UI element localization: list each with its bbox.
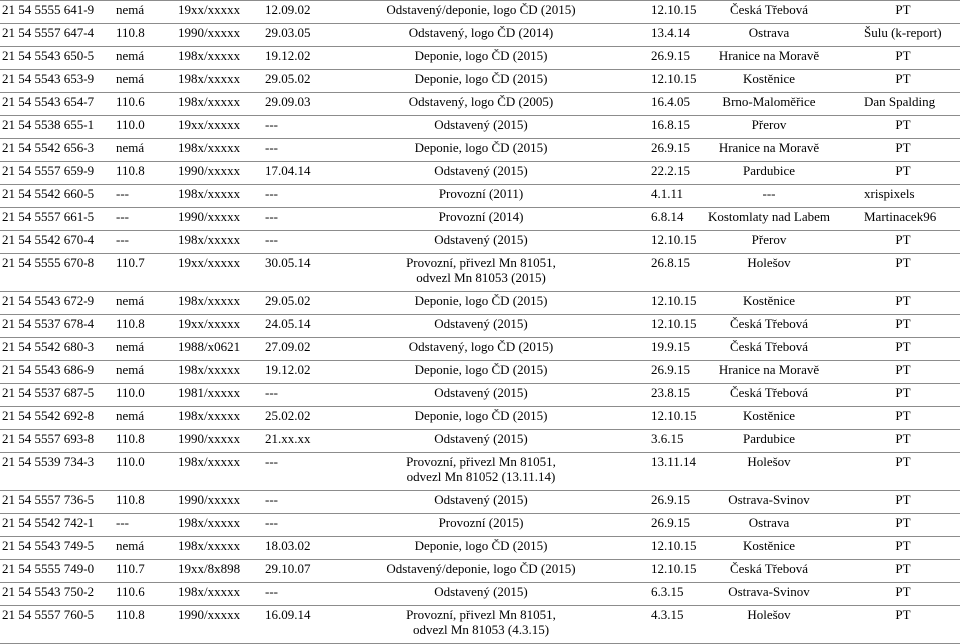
- photo-date: 6.8.14: [651, 209, 684, 224]
- location: Česká Třebová: [729, 316, 809, 331]
- status-line2: odvezl Mn 81053 (2015): [416, 270, 546, 285]
- photo-date: 12.10.15: [651, 561, 697, 576]
- status: Odstavený, logo ČD (2014): [408, 25, 554, 40]
- photo-date: 12.10.15: [651, 2, 697, 17]
- axle-code: ---: [116, 515, 129, 530]
- row-divider: [0, 253, 960, 254]
- axle-code: 110.8: [116, 163, 145, 178]
- table-row: [0, 186, 960, 207]
- wagon-number: 21 54 5538 655-1: [2, 117, 95, 132]
- revision-date: ---: [265, 454, 278, 469]
- axle-code: ---: [116, 186, 129, 201]
- status: Deponie, logo ČD (2015): [414, 362, 548, 377]
- photo-date: 12.10.15: [651, 408, 697, 423]
- status: Provozní, přivezl Mn 81051,: [406, 255, 556, 270]
- build-code: 1981/xxxxx: [178, 385, 241, 400]
- status: Provozní (2014): [438, 209, 524, 224]
- row-divider: [0, 314, 960, 315]
- axle-code: nemá: [116, 293, 145, 308]
- row-divider: [0, 161, 960, 162]
- revision-date: 19.12.02: [265, 48, 311, 63]
- build-code: 198x/xxxxx: [178, 515, 241, 530]
- wagon-number: 21 54 5543 654-7: [2, 94, 95, 109]
- table-row: [0, 561, 960, 582]
- location: Pardubice: [743, 163, 795, 178]
- revision-date: 27.09.02: [265, 339, 311, 354]
- revision-date: 19.12.02: [265, 362, 311, 377]
- table-row: [0, 515, 960, 536]
- wagon-number: 21 54 5542 742-1: [2, 515, 95, 530]
- status: Odstavený (2015): [434, 117, 528, 132]
- status: Odstavený (2015): [434, 232, 528, 247]
- location: Hranice na Moravě: [718, 140, 820, 155]
- table-row: [0, 362, 960, 383]
- status: Odstavený, logo ČD (2015): [408, 339, 554, 354]
- wagon-number: 21 54 5543 672-9: [2, 293, 95, 308]
- revision-date: 29.05.02: [265, 71, 311, 86]
- build-code: 1990/xxxxx: [178, 163, 241, 178]
- author: PT: [895, 431, 911, 446]
- location: Brno-Maloměřice: [722, 94, 816, 109]
- author: PT: [895, 71, 911, 86]
- photo-date: 26.9.15: [651, 362, 690, 377]
- author: PT: [895, 515, 911, 530]
- build-code: 1990/xxxxx: [178, 431, 241, 446]
- table-row: [0, 255, 960, 291]
- photo-date: 26.8.15: [651, 255, 690, 270]
- photo-date: 12.10.15: [651, 316, 697, 331]
- build-code: 1990/xxxxx: [178, 209, 241, 224]
- photo-date: 12.10.15: [651, 293, 697, 308]
- revision-date: ---: [265, 117, 278, 132]
- table-row: [0, 71, 960, 92]
- status: Provozní, přivezl Mn 81051,: [406, 607, 556, 622]
- revision-date: ---: [265, 209, 278, 224]
- axle-code: ---: [116, 209, 129, 224]
- table-row: [0, 48, 960, 69]
- row-divider: [0, 207, 960, 208]
- revision-date: 30.05.14: [265, 255, 311, 270]
- author: PT: [895, 561, 911, 576]
- revision-date: 29.03.05: [265, 25, 311, 40]
- row-divider: [0, 337, 960, 338]
- axle-code: 110.7: [116, 255, 145, 270]
- row-divider: [0, 230, 960, 231]
- author: PT: [895, 492, 911, 507]
- row-divider: [0, 69, 960, 70]
- photo-date: 12.10.15: [651, 538, 697, 553]
- build-code: 19xx/xxxxx: [178, 117, 241, 132]
- wagon-number: 21 54 5555 670-8: [2, 255, 95, 270]
- revision-date: ---: [265, 584, 278, 599]
- axle-code: nemá: [116, 2, 145, 17]
- location: Česká Třebová: [729, 339, 809, 354]
- wagon-number: 21 54 5539 734-3: [2, 454, 95, 469]
- author: PT: [895, 339, 911, 354]
- revision-date: 21.xx.xx: [265, 431, 311, 446]
- author: Šulu (k-report): [864, 25, 942, 40]
- table-row: [0, 232, 960, 253]
- build-code: 1990/xxxxx: [178, 492, 241, 507]
- revision-date: 17.04.14: [265, 163, 311, 178]
- status: Provozní (2015): [438, 515, 524, 530]
- location: Kostěnice: [743, 293, 795, 308]
- location: Česká Třebová: [729, 561, 809, 576]
- revision-date: ---: [265, 385, 278, 400]
- author: PT: [895, 255, 911, 270]
- table-row: [0, 293, 960, 314]
- axle-code: nemá: [116, 362, 145, 377]
- table-row: [0, 2, 960, 23]
- table-row: [0, 339, 960, 360]
- table-row: [0, 607, 960, 643]
- location: Česká Třebová: [729, 2, 809, 17]
- status: Odstavený, logo ČD (2005): [408, 94, 554, 109]
- status: Deponie, logo ČD (2015): [414, 293, 548, 308]
- status: Provozní (2011): [438, 186, 524, 201]
- location: ---: [762, 186, 776, 201]
- axle-code: 110.8: [116, 431, 145, 446]
- row-divider: [0, 559, 960, 560]
- wagon-number: 21 54 5543 750-2: [2, 584, 95, 599]
- location: Holešov: [747, 255, 791, 270]
- status: Deponie, logo ČD (2015): [414, 71, 548, 86]
- build-code: 1990/xxxxx: [178, 25, 241, 40]
- row-divider: [0, 184, 960, 185]
- axle-code: 110.0: [116, 385, 145, 400]
- build-code: 198x/xxxxx: [178, 140, 241, 155]
- axle-code: nemá: [116, 408, 145, 423]
- axle-code: 110.7: [116, 561, 145, 576]
- location: Ostrava-Svinov: [728, 584, 810, 599]
- status: Odstavený (2015): [434, 163, 528, 178]
- revision-date: 25.02.02: [265, 408, 311, 423]
- row-divider: [0, 605, 960, 606]
- row-divider: [0, 582, 960, 583]
- author: PT: [895, 163, 911, 178]
- revision-date: ---: [265, 186, 278, 201]
- build-code: 198x/xxxxx: [178, 94, 241, 109]
- location: Česká Třebová: [729, 385, 809, 400]
- build-code: 198x/xxxxx: [178, 186, 241, 201]
- status: Odstavený (2015): [434, 431, 528, 446]
- location: Přerov: [751, 117, 787, 132]
- row-divider: [0, 490, 960, 491]
- wagon-number: 21 54 5542 692-8: [2, 408, 95, 423]
- row-divider: [0, 46, 960, 47]
- status-line2: odvezl Mn 81052 (13.11.14): [406, 469, 556, 484]
- build-code: 198x/xxxxx: [178, 71, 241, 86]
- table-row: [0, 492, 960, 513]
- author: xrispixels: [864, 186, 915, 201]
- author: PT: [895, 117, 911, 132]
- table-row: [0, 454, 960, 490]
- row-divider: [0, 23, 960, 24]
- wagon-number: 21 54 5542 660-5: [2, 186, 95, 201]
- table-row: [0, 94, 960, 115]
- status: Odstavený (2015): [434, 316, 528, 331]
- wagon-number: 21 54 5555 641-9: [2, 2, 95, 17]
- author: Dan Spalding: [864, 94, 936, 109]
- wagon-number: 21 54 5543 650-5: [2, 48, 95, 63]
- wagon-number: 21 54 5542 670-4: [2, 232, 95, 247]
- table-row: [0, 538, 960, 559]
- photo-date: 26.9.15: [651, 48, 690, 63]
- table-row: [0, 140, 960, 161]
- photo-date: 26.9.15: [651, 515, 690, 530]
- photo-date: 6.3.15: [651, 584, 684, 599]
- revision-date: 29.10.07: [265, 561, 311, 576]
- row-divider: [0, 452, 960, 453]
- table-row: [0, 431, 960, 452]
- photo-date: 22.2.15: [651, 163, 690, 178]
- build-code: 198x/xxxxx: [178, 232, 241, 247]
- author: PT: [895, 140, 911, 155]
- wagon-number: 21 54 5537 678-4: [2, 316, 95, 331]
- author: PT: [895, 232, 911, 247]
- row-divider: [0, 536, 960, 537]
- table-row: [0, 209, 960, 230]
- wagon-number: 21 54 5542 656-3: [2, 140, 95, 155]
- revision-date: ---: [265, 140, 278, 155]
- table-row: [0, 584, 960, 605]
- photo-date: 4.1.11: [651, 186, 684, 201]
- axle-code: 110.0: [116, 454, 145, 469]
- table-row: [0, 408, 960, 429]
- wagon-number: 21 54 5557 661-5: [2, 209, 95, 224]
- axle-code: nemá: [116, 538, 145, 553]
- revision-date: ---: [265, 492, 278, 507]
- wagon-number: 21 54 5557 659-9: [2, 163, 95, 178]
- author: PT: [895, 408, 911, 423]
- build-code: 19xx/8x898: [178, 561, 241, 576]
- table-row: [0, 117, 960, 138]
- location: Hranice na Moravě: [718, 48, 820, 63]
- status: Odstavený/deponie, logo ČD (2015): [386, 2, 576, 17]
- row-divider: [0, 0, 960, 1]
- wagon-number: 21 54 5543 749-5: [2, 538, 95, 553]
- revision-date: 24.05.14: [265, 316, 311, 331]
- photo-date: 13.11.14: [651, 454, 697, 469]
- photo-date: 12.10.15: [651, 232, 697, 247]
- author: PT: [895, 362, 911, 377]
- location: Kostěnice: [743, 538, 795, 553]
- row-divider: [0, 360, 960, 361]
- wagon-number: 21 54 5557 760-5: [2, 607, 95, 622]
- photo-date: 26.9.15: [651, 140, 690, 155]
- status: Deponie, logo ČD (2015): [414, 48, 548, 63]
- author: PT: [895, 48, 911, 63]
- row-divider: [0, 138, 960, 139]
- axle-code: 110.6: [116, 584, 145, 599]
- author: PT: [895, 538, 911, 553]
- photo-date: 12.10.15: [651, 71, 697, 86]
- photo-date: 16.4.05: [651, 94, 690, 109]
- location: Holešov: [747, 454, 791, 469]
- author: PT: [895, 607, 911, 622]
- axle-code: 110.0: [116, 117, 145, 132]
- axle-code: ---: [116, 232, 129, 247]
- axle-code: nemá: [116, 140, 145, 155]
- location: Ostrava-Svinov: [728, 492, 810, 507]
- location: Holešov: [747, 607, 791, 622]
- axle-code: nemá: [116, 71, 145, 86]
- wagon-number: 21 54 5543 686-9: [2, 362, 95, 377]
- wagon-number: 21 54 5555 749-0: [2, 561, 95, 576]
- status: Odstavený (2015): [434, 584, 528, 599]
- author: PT: [895, 454, 911, 469]
- axle-code: 110.8: [116, 25, 145, 40]
- build-code: 198x/xxxxx: [178, 293, 241, 308]
- table-row: [0, 316, 960, 337]
- status: Provozní, přivezl Mn 81051,: [406, 454, 556, 469]
- axle-code: 110.8: [116, 316, 145, 331]
- status: Odstavený (2015): [434, 385, 528, 400]
- row-divider: [0, 115, 960, 116]
- revision-date: ---: [265, 232, 278, 247]
- row-divider: [0, 429, 960, 430]
- row-divider: [0, 383, 960, 384]
- location: Pardubice: [743, 431, 795, 446]
- build-code: 19xx/xxxxx: [178, 255, 241, 270]
- build-code: 198x/xxxxx: [178, 48, 241, 63]
- author: PT: [895, 293, 911, 308]
- axle-code: 110.8: [116, 492, 145, 507]
- author: Martinacek96: [864, 209, 937, 224]
- photo-date: 4.3.15: [651, 607, 684, 622]
- row-divider: [0, 92, 960, 93]
- table-row: [0, 163, 960, 184]
- status: Deponie, logo ČD (2015): [414, 408, 548, 423]
- row-divider: [0, 513, 960, 514]
- row-divider: [0, 406, 960, 407]
- build-code: 1990/xxxxx: [178, 607, 241, 622]
- location: Přerov: [751, 232, 787, 247]
- author: PT: [895, 584, 911, 599]
- author: PT: [895, 385, 911, 400]
- location: Ostrava: [748, 25, 790, 40]
- build-code: 19xx/xxxxx: [178, 2, 241, 17]
- status: Odstavený/deponie, logo ČD (2015): [386, 561, 576, 576]
- build-code: 198x/xxxxx: [178, 584, 241, 599]
- revision-date: 16.09.14: [265, 607, 311, 622]
- photo-date: 23.8.15: [651, 385, 690, 400]
- revision-date: 18.03.02: [265, 538, 311, 553]
- author: PT: [895, 316, 911, 331]
- row-divider: [0, 291, 960, 292]
- build-code: 198x/xxxxx: [178, 408, 241, 423]
- axle-code: nemá: [116, 48, 145, 63]
- wagon-number: 21 54 5543 653-9: [2, 71, 95, 86]
- wagon-number: 21 54 5557 647-4: [2, 25, 95, 40]
- status: Deponie, logo ČD (2015): [414, 140, 548, 155]
- wagon-number: 21 54 5537 687-5: [2, 385, 95, 400]
- location: Kostěnice: [743, 408, 795, 423]
- build-code: 19xx/xxxxx: [178, 316, 241, 331]
- photo-date: 3.6.15: [651, 431, 684, 446]
- author: PT: [895, 2, 911, 17]
- photo-date: 16.8.15: [651, 117, 690, 132]
- build-code: 198x/xxxxx: [178, 454, 241, 469]
- location: Hranice na Moravě: [718, 362, 820, 377]
- status: Odstavený (2015): [434, 492, 528, 507]
- photo-date: 13.4.14: [651, 25, 690, 40]
- wagon-number: 21 54 5542 680-3: [2, 339, 95, 354]
- axle-code: nemá: [116, 339, 145, 354]
- table-row: [0, 25, 960, 46]
- wagon-number: 21 54 5557 736-5: [2, 492, 95, 507]
- build-code: 198x/xxxxx: [178, 538, 241, 553]
- revision-date: ---: [265, 515, 278, 530]
- axle-code: 110.6: [116, 94, 145, 109]
- build-code: 198x/xxxxx: [178, 362, 241, 377]
- axle-code: 110.8: [116, 607, 145, 622]
- photo-date: 19.9.15: [651, 339, 690, 354]
- revision-date: 29.05.02: [265, 293, 311, 308]
- build-code: 1988/x0621: [178, 339, 241, 354]
- revision-date: 29.09.03: [265, 94, 311, 109]
- table-row: [0, 385, 960, 406]
- status: Deponie, logo ČD (2015): [414, 538, 548, 553]
- location: Kostomlaty nad Labem: [707, 209, 831, 224]
- location: Kostěnice: [743, 71, 795, 86]
- revision-date: 12.09.02: [265, 2, 311, 17]
- location: Ostrava: [748, 515, 790, 530]
- photo-date: 26.9.15: [651, 492, 690, 507]
- status-line2: odvezl Mn 81053 (4.3.15): [412, 622, 550, 637]
- wagon-number: 21 54 5557 693-8: [2, 431, 95, 446]
